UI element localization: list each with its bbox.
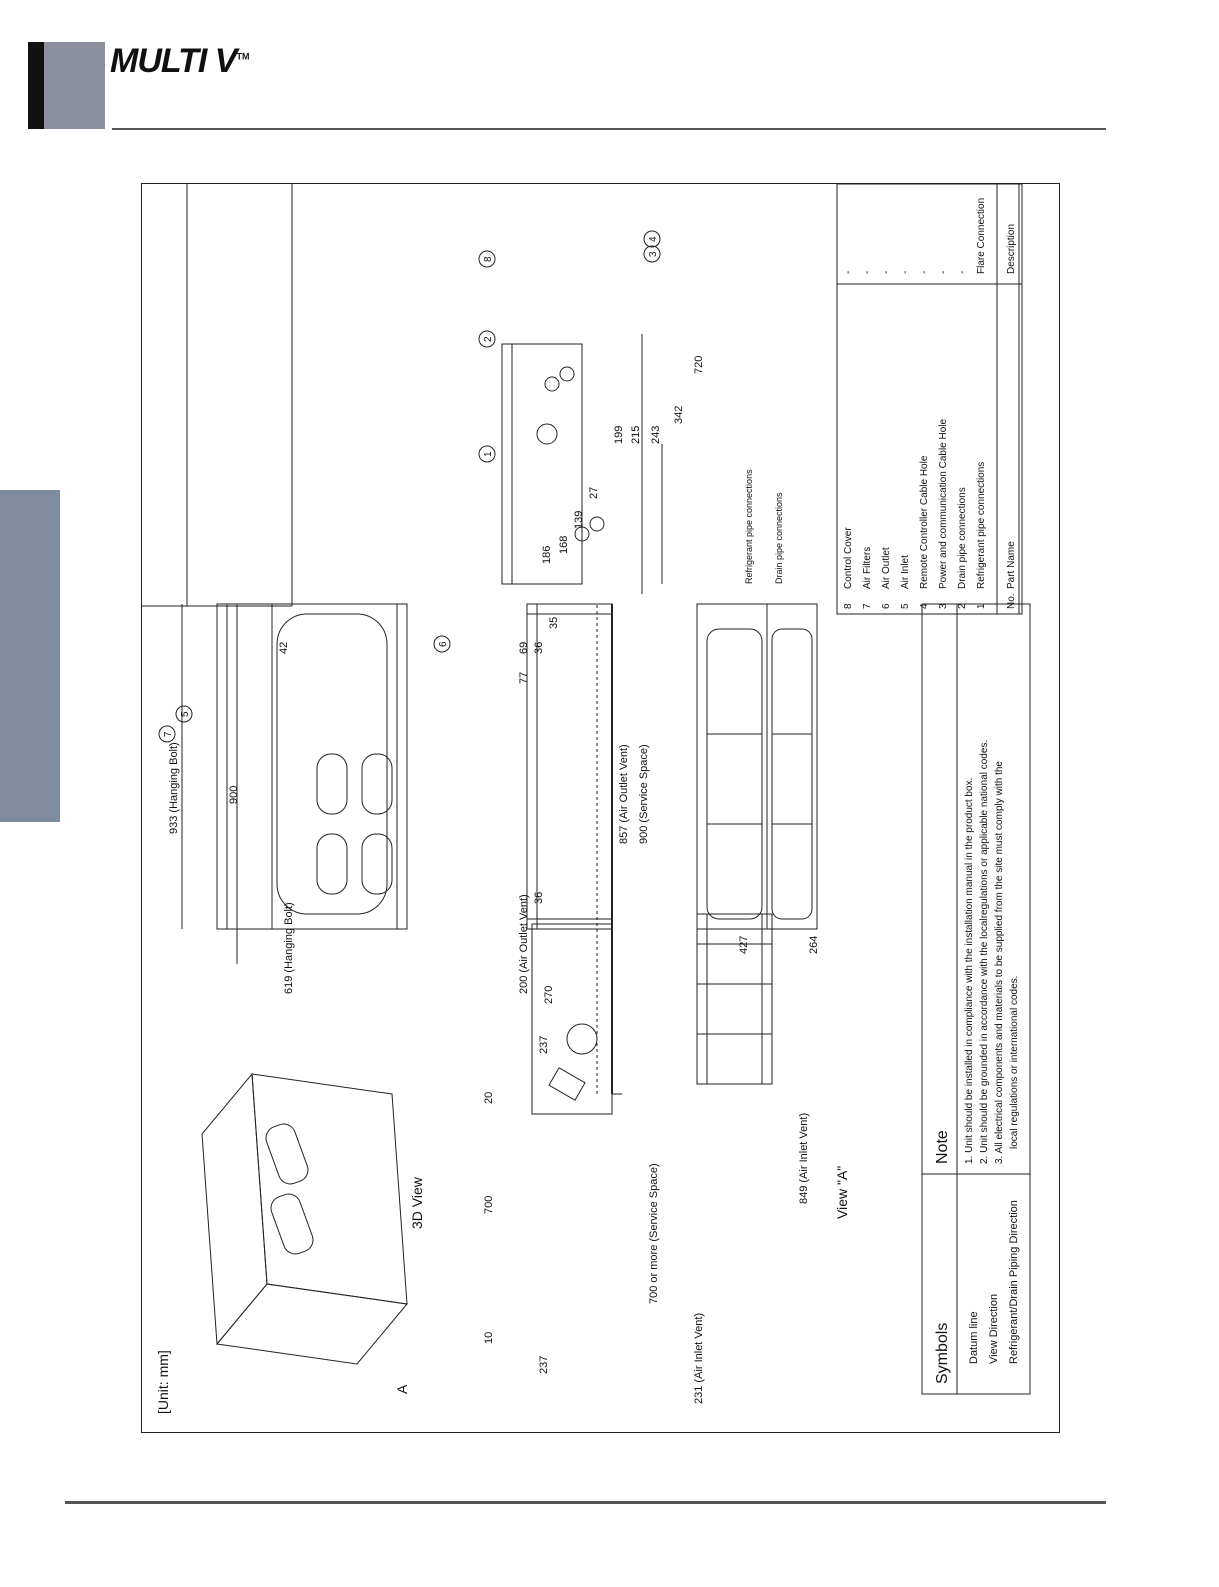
- part-name: Refrigerant pipe connections: [976, 461, 987, 589]
- legend-refrigerant: Refrigerant pipe connections: [744, 469, 754, 584]
- part-no: 8: [843, 603, 854, 609]
- part-no: 3: [938, 603, 949, 609]
- table-header-name: Part Name: [1006, 541, 1017, 589]
- balloon-3: 3: [648, 251, 659, 257]
- dim-139: 139: [573, 510, 585, 529]
- dim-35: 35: [548, 616, 560, 629]
- part-desc: -: [919, 270, 930, 274]
- dim-720: 720: [693, 355, 705, 374]
- symbol-datum: Datum line: [968, 1311, 980, 1364]
- table-header-no: No.: [1006, 593, 1017, 609]
- part-name: Power and communication Cable Hole: [938, 418, 949, 589]
- symbol-view-direction: View Direction: [988, 1293, 1000, 1364]
- dim-service-900: 900 (Service Space): [638, 744, 650, 844]
- dim-237a: 237: [538, 1035, 550, 1054]
- balloon-6: 6: [438, 641, 449, 647]
- dim-air-inlet-231: 231 (Air Inlet Vent): [693, 1312, 705, 1404]
- dim-air-inlet-849: 849 (Air Inlet Vent): [798, 1112, 810, 1204]
- dim-20: 20: [483, 1091, 495, 1104]
- drawing-frame: [141, 183, 1060, 1433]
- symbol-piping-direction: Refrigerant/Drain Piping Direction: [1008, 1200, 1020, 1364]
- dim-168: 168: [558, 535, 570, 554]
- dim-service-700: 700 or more (Service Space): [648, 1163, 660, 1304]
- part-desc: -: [957, 270, 968, 274]
- dim-air-outlet-200: 200 (Air Outlet Vent): [518, 894, 530, 994]
- dim-77: 77: [518, 671, 530, 684]
- dim-36: 36: [533, 641, 545, 654]
- technical-drawing: [142, 184, 1061, 1434]
- symbols-title: Symbols: [934, 1322, 951, 1384]
- part-name: Control Cover: [843, 527, 854, 589]
- part-desc: -: [900, 270, 911, 274]
- unit-label: [Unit: mm]: [155, 1350, 171, 1414]
- part-no: 7: [862, 603, 873, 609]
- dim-900: 900: [228, 785, 240, 804]
- part-no: 4: [919, 603, 930, 609]
- dim-36b: 36: [533, 891, 545, 904]
- balloon-8: 8: [483, 256, 494, 262]
- note-item-3: 3. All electrical components and materials to be supplied from the site must comply with the: [994, 761, 1005, 1164]
- dim-342: 342: [673, 405, 685, 424]
- header-grey-tab: [44, 42, 105, 129]
- dim-427: 427: [738, 935, 750, 954]
- note-item-3b: local regulations or international codes.: [1009, 975, 1020, 1149]
- dim-186: 186: [541, 545, 553, 564]
- part-desc: -: [862, 270, 873, 274]
- part-name: Remote Controller Cable Hole: [919, 455, 930, 589]
- part-name: Air Filters: [862, 546, 873, 589]
- side-section-tab: [0, 490, 60, 822]
- dim-air-outlet-857: 857 (Air Outlet Vent): [618, 744, 630, 844]
- dim-237b: 237: [538, 1355, 550, 1374]
- part-desc: -: [938, 270, 949, 274]
- balloon-4: 4: [648, 236, 659, 242]
- view-a-label: View "A": [834, 1165, 850, 1219]
- part-no: 5: [900, 603, 911, 609]
- dim-243: 243: [650, 425, 662, 444]
- part-no: 6: [881, 603, 892, 609]
- note-item-1: 1. Unit should be installed in compliance with the installation manual in the product box.: [964, 777, 975, 1164]
- dim-10: 10: [483, 1331, 495, 1344]
- rotated-drawing-sheet: [142, 184, 1061, 1434]
- dim-69: 69: [518, 641, 530, 654]
- view-arrow-label: A: [394, 1384, 410, 1394]
- balloon-5: 5: [180, 711, 191, 717]
- part-no: 2: [957, 603, 968, 609]
- part-name: Air Outlet: [881, 547, 892, 589]
- part-name: Air Inlet: [900, 555, 911, 589]
- part-desc: -: [843, 270, 854, 274]
- note-item-2: 2. Unit should be grounded in accordance with the localregulations or applicable national codes.: [979, 739, 990, 1164]
- header-rule: [112, 128, 1106, 130]
- balloon-7: 7: [163, 731, 174, 737]
- dim-27: 27: [588, 486, 600, 499]
- part-desc: Flare Connection: [976, 197, 987, 274]
- dim-270: 270: [543, 985, 555, 1004]
- dim-700: 700: [483, 1195, 495, 1214]
- dim-hanging-bolt-933: 933 (Hanging Bolt): [168, 742, 180, 834]
- table-header-desc: Description: [1006, 223, 1017, 274]
- dim-199: 199: [613, 425, 625, 444]
- header-black-tab: [28, 42, 44, 129]
- dim-215: 215: [630, 425, 642, 444]
- part-desc: -: [881, 270, 892, 274]
- dim-hanging-bolt-619: 619 (Hanging Bolt): [283, 902, 295, 994]
- brand-logo: MULTI V™: [110, 42, 250, 80]
- view-3d-label: 3D View: [409, 1177, 425, 1229]
- part-name: Drain pipe connections: [957, 487, 968, 589]
- dim-42: 42: [278, 641, 290, 654]
- dim-264: 264: [808, 935, 820, 954]
- balloon-2: 2: [483, 336, 494, 342]
- part-no: 1: [976, 603, 987, 609]
- legend-drain: Drain pipe connections: [774, 492, 784, 584]
- footer-rule: [65, 1501, 1106, 1504]
- balloon-1: 1: [483, 451, 494, 457]
- note-title: Note: [934, 1130, 951, 1164]
